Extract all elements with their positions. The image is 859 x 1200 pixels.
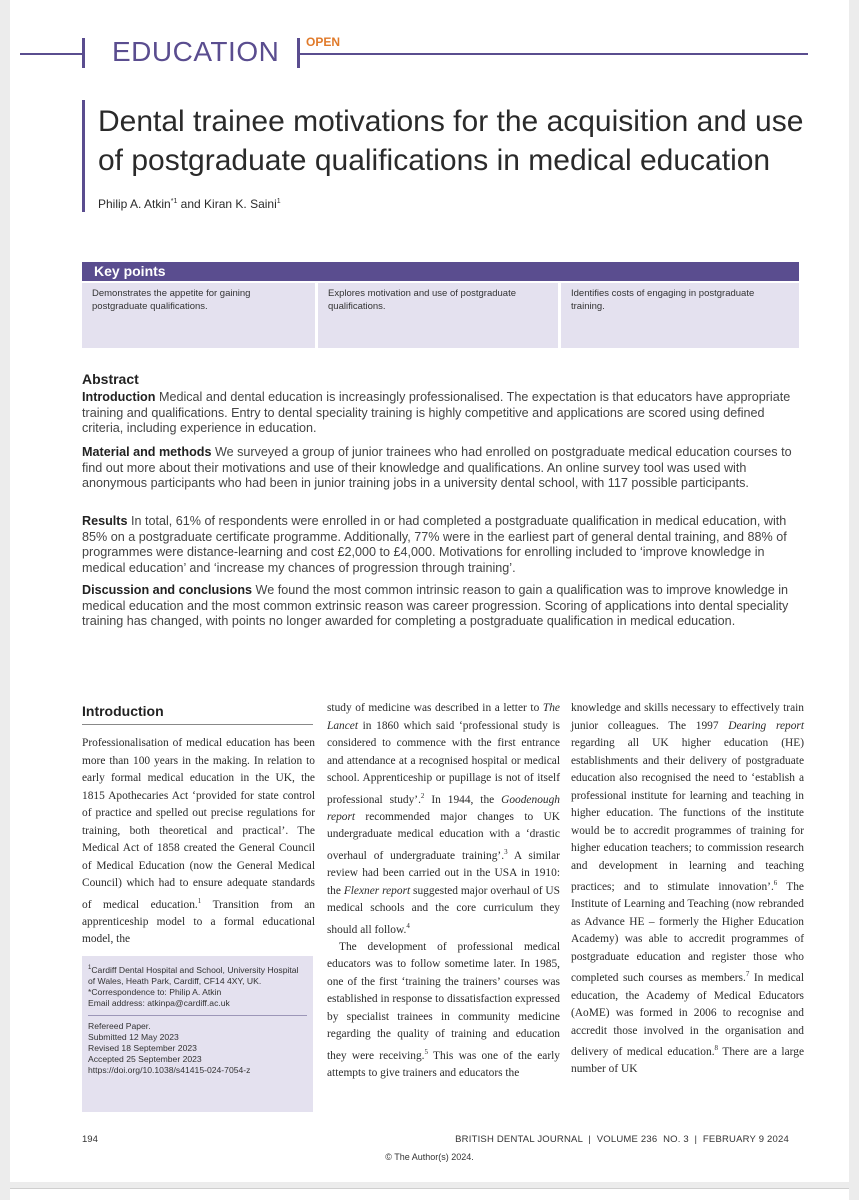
body-column-3: [571, 700, 804, 1079]
abstract-heading: Abstract: [82, 371, 139, 387]
italic-title: Dearing report: [728, 719, 804, 732]
italic-title: Goodenough report: [327, 793, 560, 823]
journal-footer: BRITISH DENTAL JOURNAL | VOLUME 236 NO. 3 | FEBRUARY 9 2024: [455, 1134, 789, 1145]
text-run: Professionalisation of medical education has been more than 100 years in the making. In relation to early formal medical education in the UK, the 1815 Apothecaries Act ‘provided for state control of practice and spelled out precise regulations for training, both theoretical and practical’. The Medical Act of 1858 created the General Council of Medical Education (now the General Medical Council) which had to ensure adequate standards of medical education.: [82, 737, 315, 911]
author-conjunction: and: [177, 197, 205, 211]
text-run: In 1944, the: [424, 793, 502, 806]
revised-date: Revised 18 September 2023: [88, 1043, 197, 1054]
doi-link[interactable]: https://doi.org/10.1038/s41415-024-7054-z: [88, 1065, 251, 1076]
key-points-heading: Key points: [82, 262, 799, 281]
abstract-text: We surveyed a group of junior trainees who had enrolled on postgraduate medical education courses to find out more about their motivations and use of their knowledge and qualifications. An online survey tool was used with anonymous participants who had been in junior training jobs in a university dental school, with 117 possible participants.: [82, 445, 792, 490]
author-2[interactable]: Kiran K. Saini: [204, 197, 277, 211]
text-run: regarding all UK higher education (HE) establishments and their delivery of postgraduate education also recognised the need to ‘establish a professional institute for learning and teaching in higher education. The functions of the institute would be to accredit programmes of training for higher education teachers; to commission research and development in learning and teaching practices; and to stimulate innovation’.: [571, 737, 804, 893]
affiliation-divider: [88, 1015, 307, 1016]
text-run: There are a large number of UK: [571, 1045, 804, 1076]
reference-mark[interactable]: 7: [745, 970, 750, 979]
header-rule-right: [300, 53, 808, 55]
text-run: In medical education, the Academy of Medical Educators (AoME) was formed in 2006 to recognise and accredit those involved in the organisation and delivery of medical education.: [571, 972, 804, 1058]
abstract-methods: [82, 445, 802, 492]
italic-title: The Lancet: [327, 702, 560, 732]
accepted-date: Accepted 25 September 2023: [88, 1054, 202, 1065]
reference-mark[interactable]: 4: [406, 921, 410, 930]
header-divider: [82, 38, 85, 68]
paragraph: [327, 939, 560, 1083]
reference-mark[interactable]: 6: [773, 879, 778, 887]
abstract-label: Material and methods: [82, 445, 212, 459]
key-point-2: Explores motivation and use of postgraduate qualifications.: [318, 283, 558, 348]
text-run: The development of professional medical educators was to follow sometime later. In 1985, one of the first ‘training the trainers’ courses was established in response to dissatisfaction expressed by specialist trainees in community medicine regarding the quality of training and education they were receiving.: [327, 940, 560, 1062]
introduction-heading: Introduction: [82, 703, 164, 719]
reference-mark[interactable]: 2: [420, 791, 425, 800]
text-run: knowledge and skills necessary to effectively train junior colleagues. The 1997: [571, 702, 804, 732]
affiliation: [88, 963, 307, 987]
next-page-edge: [10, 1188, 849, 1200]
introduction-rule: [82, 724, 313, 725]
abstract-text: In total, 61% of respondents were enrolled in or had completed a postgraduate qualification in medical education, with 85% on a postgraduate certificate programme. Additionally, 77% were in the earliest part of general dental training, and 88% of programmes were distance-learning and cost £2,000 to £4,000. Motivations for enrolling included to ‘improve knowledge in medical education’ and ‘increase my chances of progression through training’.: [82, 514, 787, 575]
reference-mark[interactable]: 1: [197, 896, 202, 905]
text-run: recommended major changes to UK undergraduate medical education with a ‘drastic overhaul of undergraduate training’.: [327, 810, 560, 862]
abstract-label: Introduction: [82, 390, 156, 404]
abstract-label: Discussion and conclusions: [82, 583, 253, 597]
article-title: Dental trainee motivations for the acquisition and use of postgraduate qualifications in medical education: [98, 105, 804, 177]
abstract-results: [82, 514, 802, 576]
affiliation-mark: 1: [88, 965, 92, 971]
journal-name: BRITISH DENTAL JOURNAL: [455, 1134, 583, 1145]
author-2-marks: 1: [276, 198, 281, 205]
journal-page: [10, 0, 849, 1182]
body-column-2: [327, 700, 560, 1083]
key-point-3: Identifies costs of engaging in postgraduate training.: [561, 283, 799, 348]
header-rule-left: [20, 53, 82, 55]
page-number: 194: [82, 1134, 98, 1145]
refereed-note: Refereed Paper.: [88, 1020, 151, 1031]
author-1-marks: *1: [170, 198, 178, 205]
section-label: EDUCATION: [112, 36, 280, 67]
key-point-1: Demonstrates the appetite for gaining postgraduate qualifications.: [82, 283, 315, 348]
title-accent-bar: [82, 100, 85, 212]
author-1[interactable]: Philip A. Atkin: [98, 197, 171, 211]
journal-issue: NO. 3: [663, 1134, 689, 1145]
reference-mark[interactable]: 5: [424, 1047, 428, 1056]
correspondence: *Correspondence to: Philip A. Atkin: [88, 987, 222, 998]
affiliation-box: [82, 956, 313, 1112]
journal-date: FEBRUARY 9 2024: [702, 1134, 789, 1145]
text-run: The Institute of Learning and Teaching (now rebranded as Advance HE – formerly the Higher Education Academy) was able to accredit programmes of postgraduate education and register those who completed such courses as members.: [571, 880, 804, 985]
paragraph: [327, 700, 560, 939]
abstract-text: We found the most common intrinsic reason to gain a qualification was to improve knowledge in medical education and the most common extrinsic reason was career progression. Scoring of applications into dental speciality training has changed, with points no longer awarded for completing a postgraduate qualification in medical education.: [82, 583, 789, 628]
abstract-discussion: [82, 583, 802, 630]
abstract-introduction: [82, 390, 802, 437]
abstract-label: Results: [82, 514, 128, 528]
submitted-date: Submitted 12 May 2023: [88, 1031, 179, 1042]
journal-volume: VOLUME 236: [596, 1134, 658, 1145]
paragraph: [571, 700, 804, 1079]
reference-mark[interactable]: 8: [714, 1044, 719, 1053]
text-run: A similar review had been carried out in the USA in 1910: the: [327, 849, 560, 897]
paragraph: [82, 735, 315, 949]
text-run: suggested major overhaul of US medical schools and the core curriculum they should all follow.: [327, 884, 560, 936]
affiliation-text: Cardiff Dental Hospital and School, University Hospital of Wales, Heath Park, Cardiff, CF14 4XY, UK.: [88, 964, 299, 987]
body-column-1: [82, 735, 315, 949]
open-access-badge: OPEN: [306, 35, 341, 49]
text-run: in 1860 which said ‘professional study is considered to commence with the first entrance and attendance at a recognised hospital or medical school. Apprenticeship or pupillage is not of itself professional study’.: [327, 719, 560, 806]
reference-mark[interactable]: 3: [504, 847, 508, 856]
email-address[interactable]: Email address: atkinpa@cardiff.ac.uk: [88, 998, 230, 1009]
text-run: Transition from an apprenticeship model to a formal educational model, the: [82, 898, 315, 946]
italic-title: Flexner report: [343, 884, 411, 897]
text-run: study of medicine was described in a letter to: [327, 702, 543, 714]
text-run: This was one of the early attempts to give trainers and educators the: [327, 1049, 560, 1080]
author-line: [98, 197, 281, 211]
copyright: © The Author(s) 2024.: [385, 1152, 474, 1162]
abstract-text: Medical and dental education is increasingly professionalised. The expectation is that educators have appropriate training and qualifications. Entry to dental speciality training is highly competitive and applications are scored using defined criteria, including experience in education.: [82, 390, 791, 435]
